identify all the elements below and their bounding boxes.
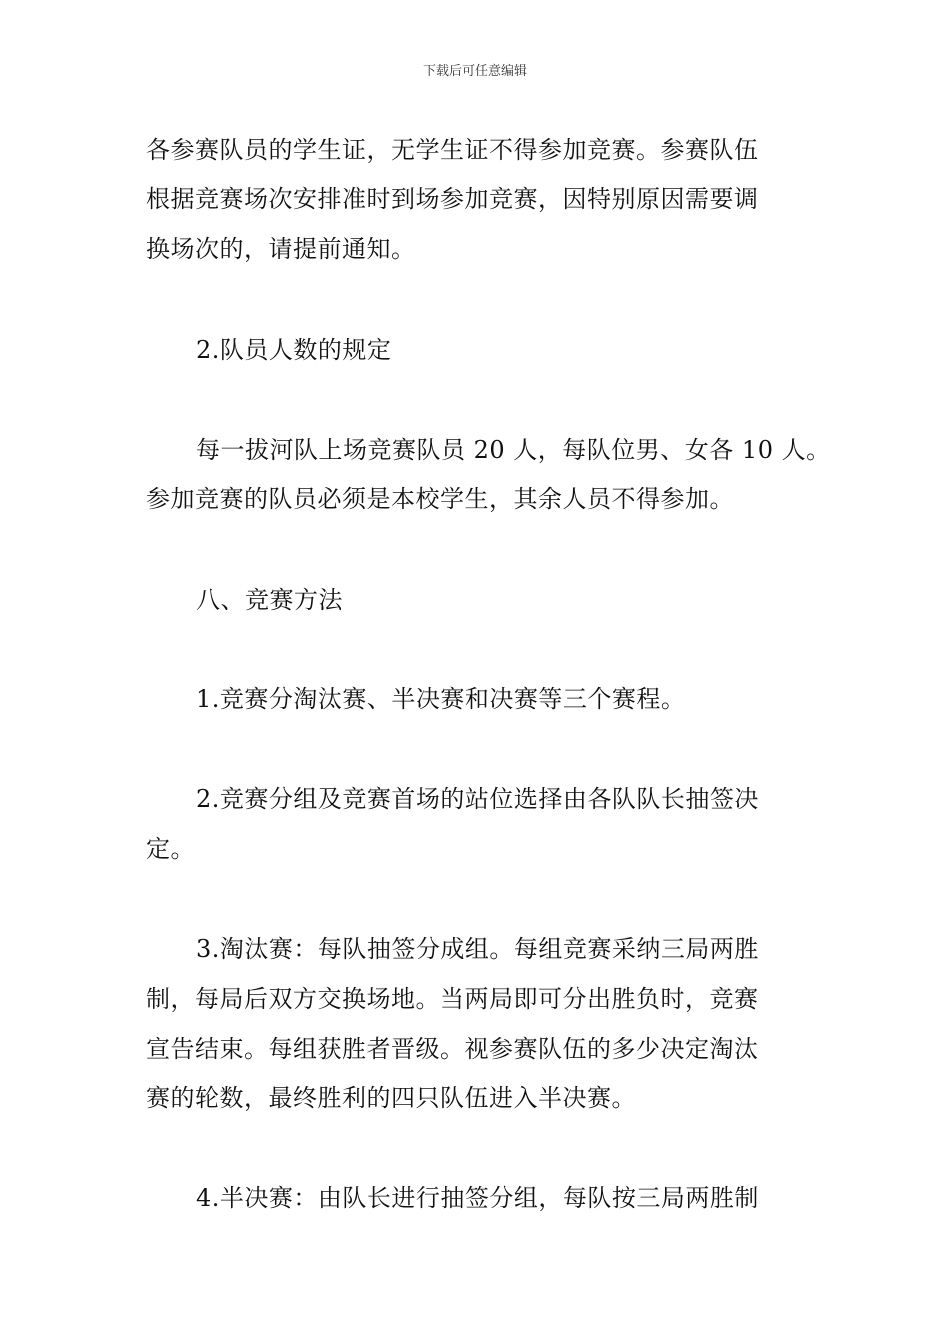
- section-heading: 八、竞赛方法: [196, 586, 343, 614]
- section-heading: 2.队员人数的规定: [196, 336, 392, 364]
- text-line: 各参赛队员的学生证，无学生证不得参加竞赛。参赛队伍: [146, 136, 759, 164]
- text-line: 宣告结束。每组获胜者晋级。视参赛队伍的多少决定淘汰: [146, 1035, 759, 1063]
- text-line: 赛的轮数，最终胜利的四只队伍进入半决赛。: [146, 1084, 636, 1112]
- text-line: 参加竞赛的队员必须是本校学生，其余人员不得参加。: [146, 485, 734, 513]
- text-line: 换场次的，请提前通知。: [146, 235, 416, 263]
- text-line: 3.淘汰赛：每队抽签分成组。每组竞赛采纳三局两胜: [196, 935, 759, 963]
- text-line: 每一拔河队上场竞赛队员 20 人，每队位男、女各 10 人。: [196, 436, 831, 464]
- page-header: 下载后可任意编辑: [422, 64, 527, 79]
- text-line: 制，每局后双方交换场地。当两局即可分出胜负时，竞赛: [146, 985, 759, 1013]
- text-line: 4.半决赛：由队长进行抽签分组，每队按三局两胜制: [196, 1184, 759, 1212]
- text-line: 根据竞赛场次安排准时到场参加竞赛，因特别原因需要调: [146, 185, 759, 213]
- text-line: 1.竞赛分淘汰赛、半决赛和决赛等三个赛程。: [196, 685, 686, 713]
- text-line: 2.竞赛分组及竞赛首场的站位选择由各队队长抽签决: [196, 785, 759, 813]
- text-line: 定。: [146, 835, 195, 863]
